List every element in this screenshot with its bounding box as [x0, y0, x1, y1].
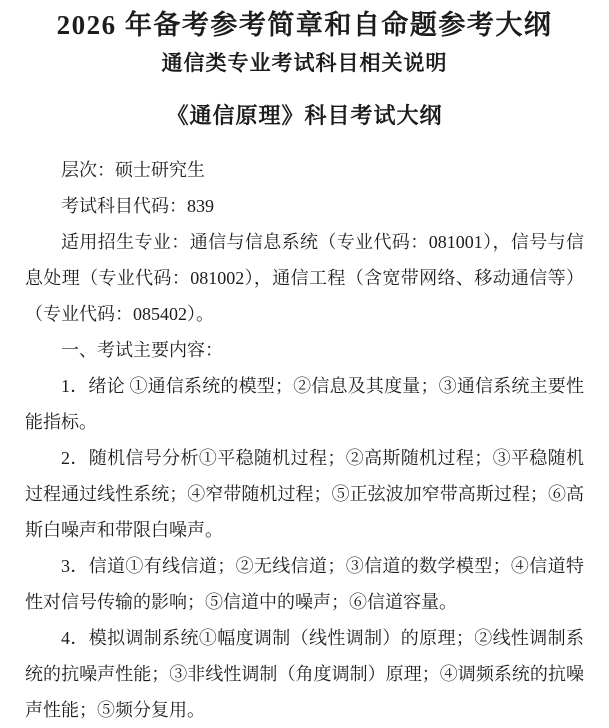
heading-main-exam-content: 一、考试主要内容：: [61, 340, 223, 360]
meta-applicable-majors-paragraph: 适用招生专业：通信与信息系统（专业代码：081001），信号与信息处理（专业代码：081002），通信工程（含宽带网络、移动通信等）（专业代码：085402）。: [25, 232, 584, 324]
document-body: [25, 152, 584, 728]
document-subtitle: 通信类专业考试科目相关说明: [161, 51, 448, 75]
syllabus-item-3-channels: 3．信道①有线信道；②无线信道；③信道的数学模型；④信道特性对信号传输的影响；⑤信道中的噪声；⑥信道容量。: [25, 556, 584, 612]
meta-exam-code-line: 考试科目代码：839: [61, 196, 214, 216]
meta-level-line: 层次：硕士研究生: [61, 160, 205, 180]
document-title: 2026 年备考参考简章和自命题参考大纲: [56, 10, 553, 40]
section-title-exam-outline: 《通信原理》科目考试大纲: [166, 103, 443, 128]
syllabus-item-4-analog-modulation-systems: 4．模拟调制系统①幅度调制（线性调制）的原理；②线性调制系统的抗噪声性能；③非线性调制（角度调制）原理；④调频系统的抗噪声性能；⑤频分复用。: [25, 628, 584, 720]
syllabus-item-2-random-signal-analysis: 2．随机信号分析①平稳随机过程；②高斯随机过程；③平稳随机过程通过线性系统；④窄带随机过程；⑤正弦波加窄带高斯过程；⑥高斯白噪声和带限白噪声。: [25, 448, 584, 540]
syllabus-item-1-introduction: 1．绪论 ①通信系统的模型；②信息及其度量；③通信系统主要性能指标。: [25, 376, 584, 432]
